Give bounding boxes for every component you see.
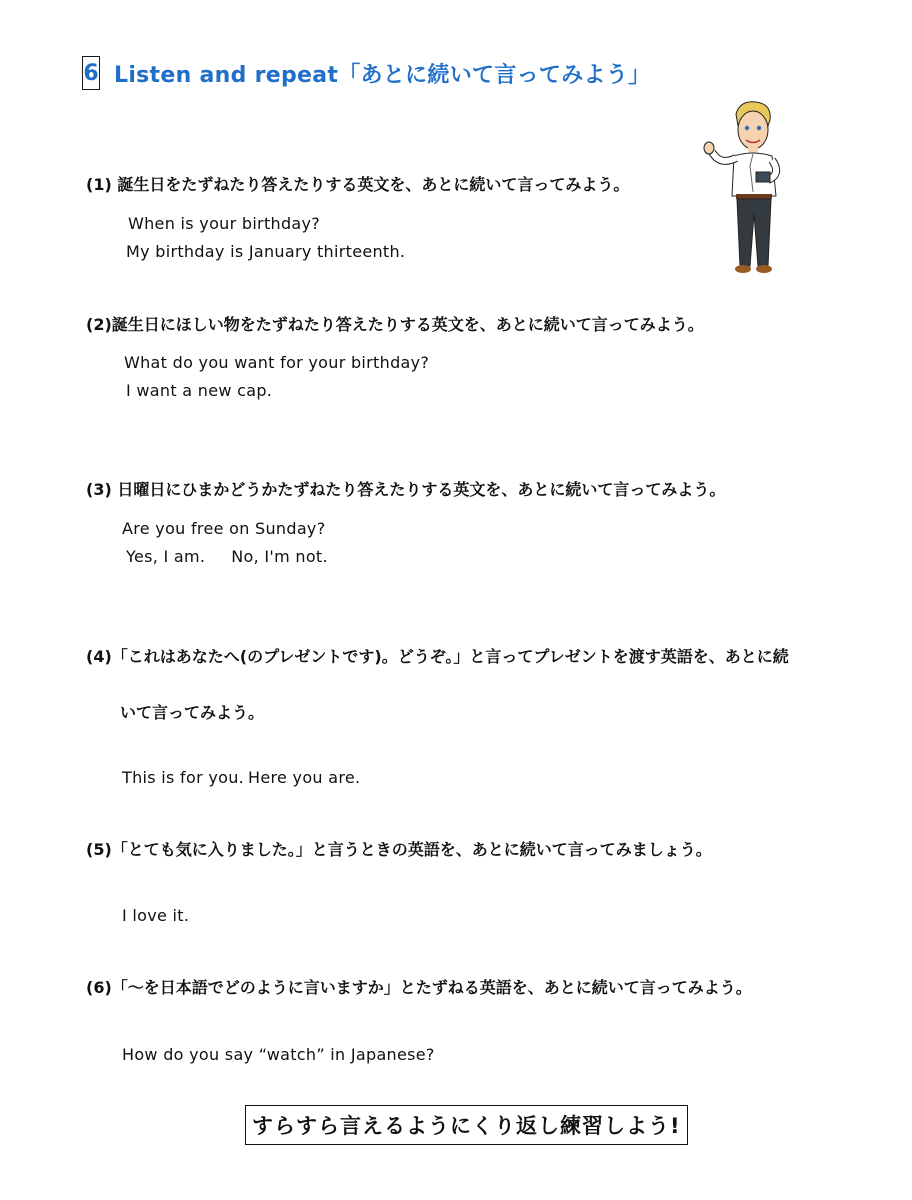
teacher-icon — [698, 96, 798, 278]
question-4-line2: いて言ってみよう。 — [120, 703, 265, 722]
sentence-4-1: This is for you. — [122, 768, 245, 787]
sentence-2-2: I want a new cap. — [126, 381, 273, 400]
footer-note: すらすら言えるようにくり返し練習しよう! — [245, 1105, 688, 1145]
sentence-3-1: Are you free on Sunday? — [122, 519, 326, 538]
question-6: (6)「〜を日本語でどのように言いますか」とたずねる英語を、あとに続いて言ってみよう。 — [86, 978, 752, 997]
question-2: (2)誕生日にほしい物をたずねたり答えたりする英文を、あとに続いて言ってみよう。 — [86, 315, 704, 334]
sentence-6-1: How do you say “watch” in Japanese? — [122, 1045, 435, 1064]
question-5: (5)「とても気に入りました。」と言うときの英語を、あとに続いて言ってみましょう。 — [86, 840, 712, 859]
sentence-2-1: What do you want for your birthday? — [124, 353, 430, 372]
answer-yes: Yes, I am. — [126, 547, 206, 566]
sentence-1-2: My birthday is January thirteenth. — [126, 242, 406, 261]
sentence-1-1: When is your birthday? — [128, 214, 321, 233]
sentence-4-2: Here you are. — [248, 768, 361, 787]
sentence-5-1: I love it. — [122, 906, 190, 925]
section-header — [82, 54, 650, 92]
section-number: 6 — [82, 56, 100, 90]
question-1: (1) 誕生日をたずねたり答えたりする英文を、あとに続いて言ってみよう。 — [86, 175, 630, 194]
question-4-line1: (4)「これはあなたへ(のプレゼントです)。どうぞ。」と言ってプレゼントを渡す英語を、あとに続 — [86, 647, 789, 666]
sentence-4-row — [122, 768, 360, 787]
section-title: Listen and repeat「あとに続いて言ってみよう」 — [114, 62, 651, 88]
answer-row — [126, 547, 328, 566]
answer-no: No, I'm not. — [231, 547, 328, 566]
question-3: (3) 日曜日にひまかどうかたずねたり答えたりする英文を、あとに続いて言ってみよう。 — [86, 480, 726, 499]
